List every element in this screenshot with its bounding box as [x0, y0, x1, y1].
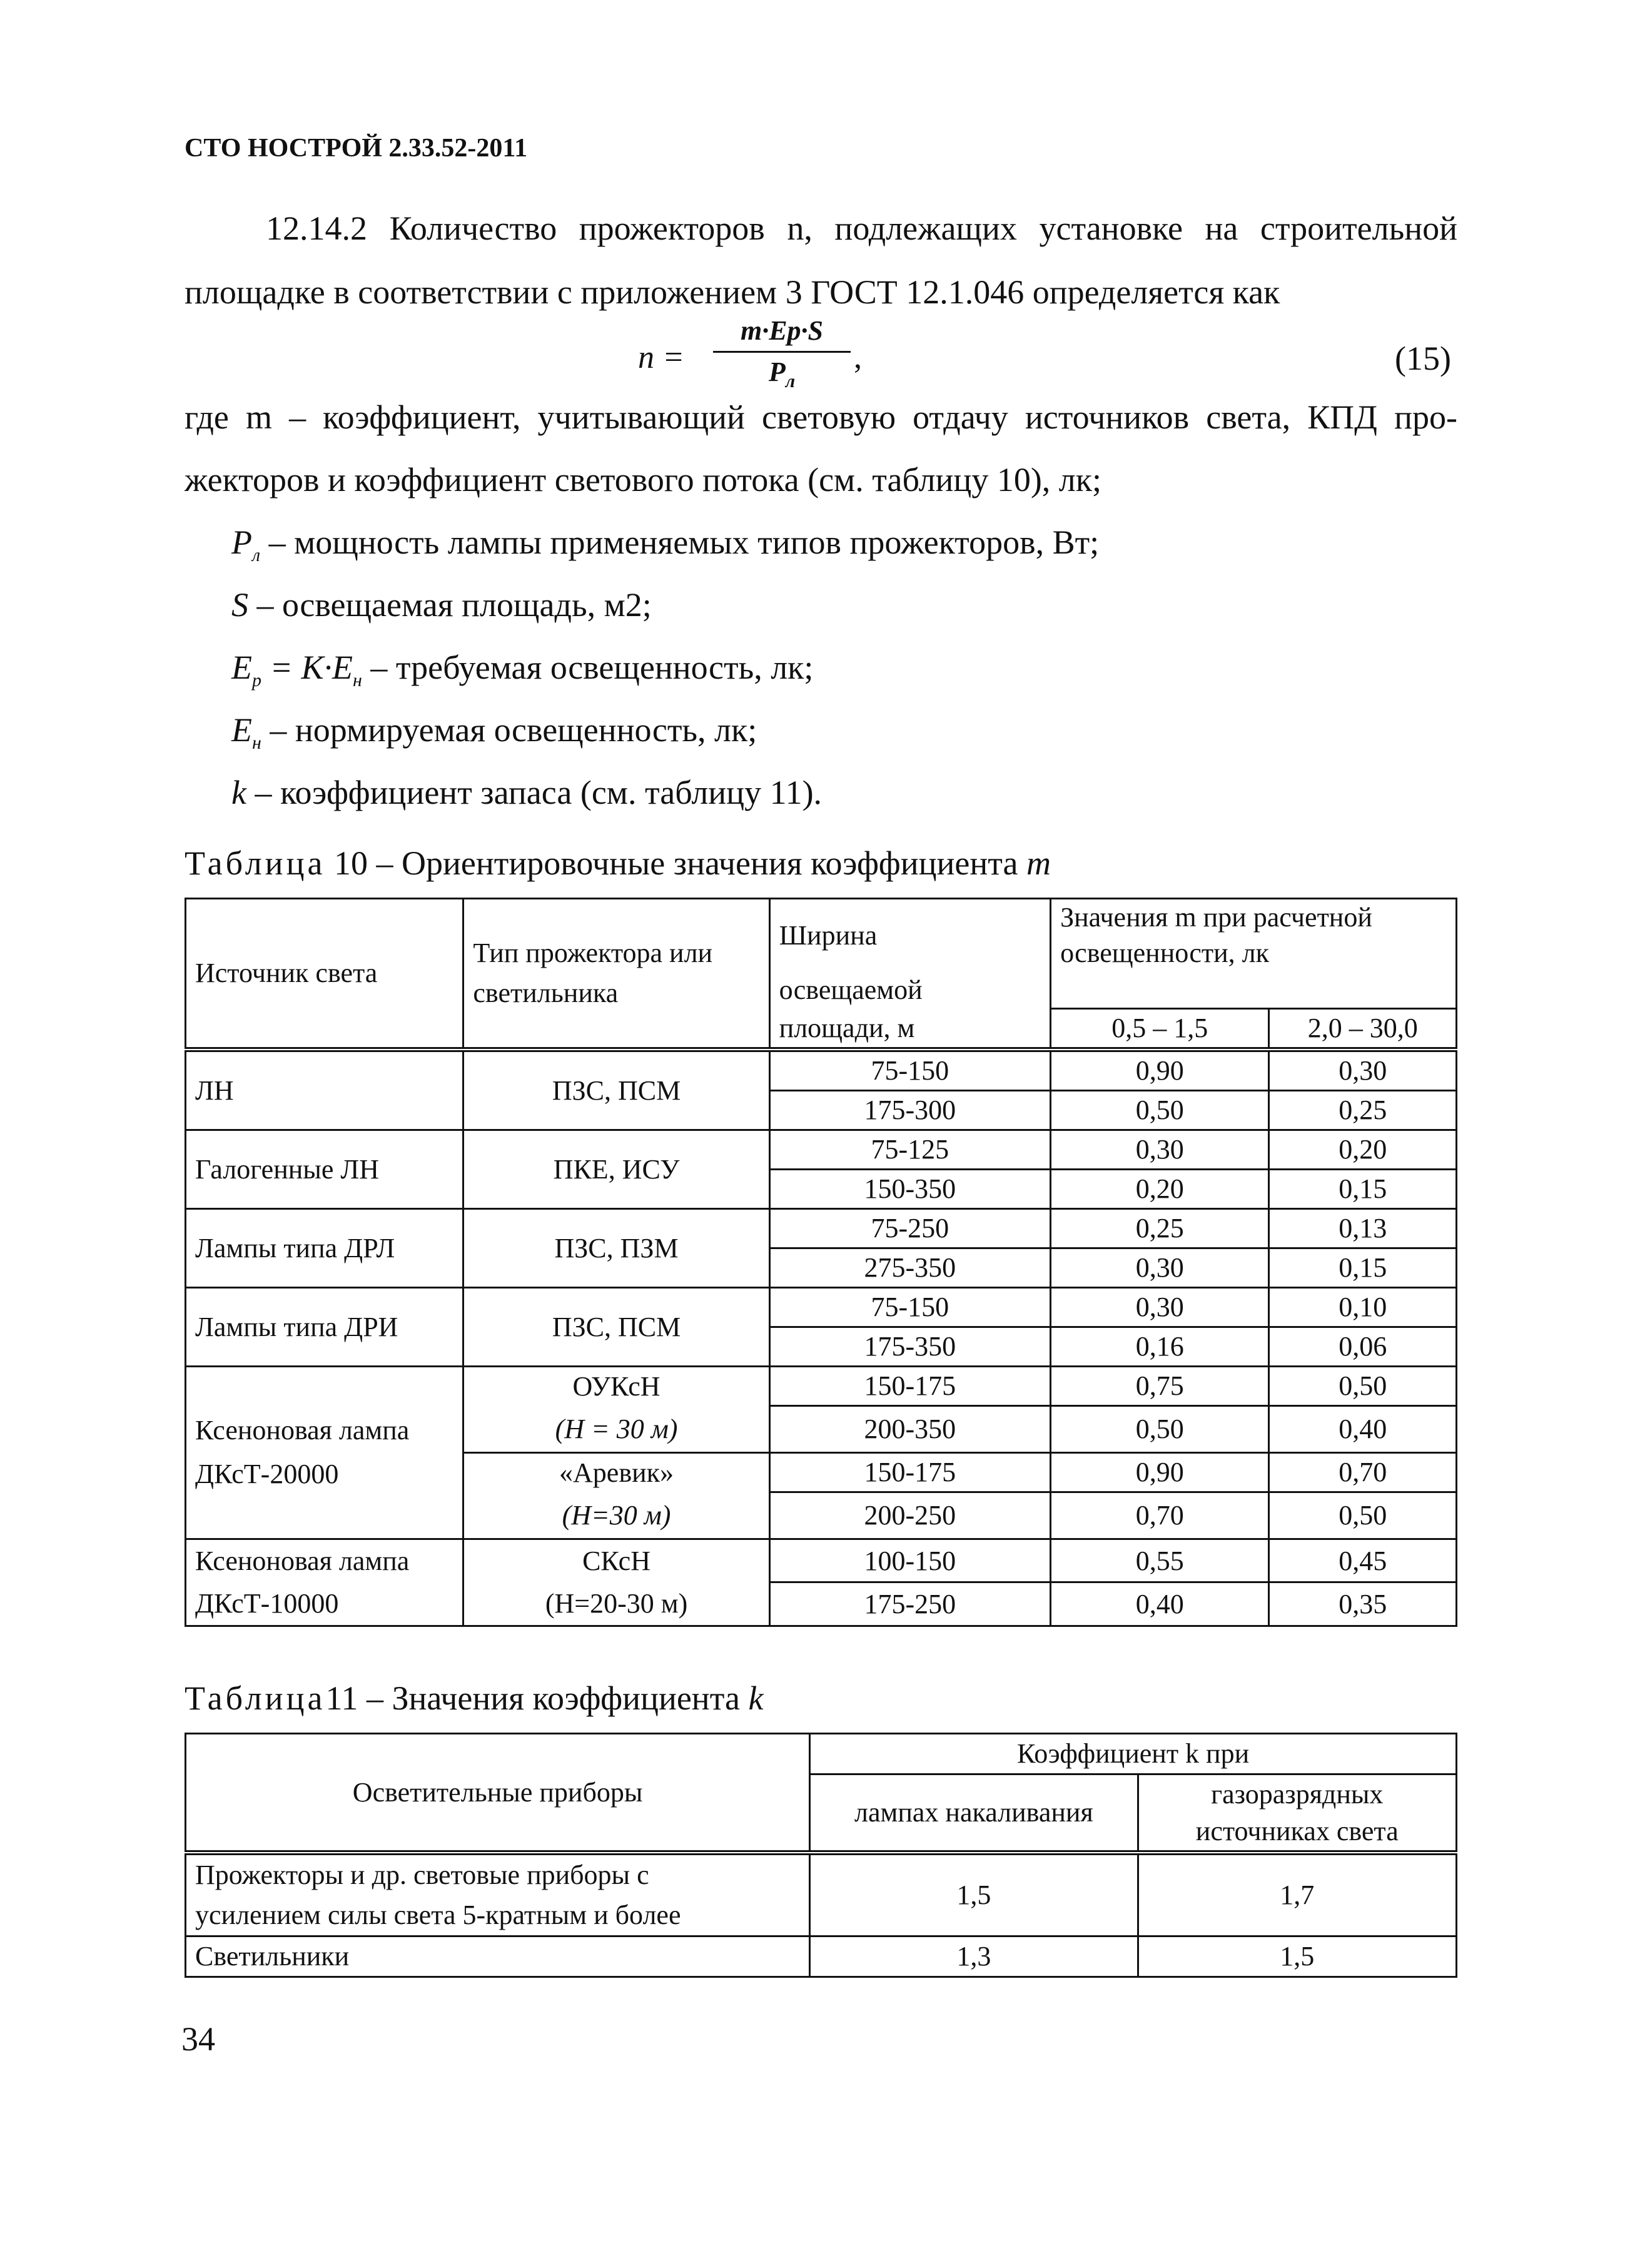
row-value1: 0,30	[1051, 1248, 1269, 1287]
row-value1: 0,90	[1051, 1452, 1269, 1492]
row-type: «Аревик»	[463, 1452, 769, 1492]
header-width: освещаемой	[769, 971, 1050, 1008]
row-source: Ксеноновая лампа	[186, 1539, 463, 1582]
paragraph-line: площадке в соответствии с приложением 3 ГОСТ 12.1.046 определяется как	[185, 273, 1280, 311]
table-11	[185, 1733, 1457, 1978]
row-source: Лампы типа ДРИ	[186, 1287, 463, 1366]
row-width: 75-125	[769, 1130, 1050, 1169]
row-width: 200-250	[769, 1492, 1050, 1539]
row-width: 100-150	[769, 1539, 1050, 1582]
row-value2: 0,70	[1269, 1452, 1457, 1492]
row-value1: 0,30	[1051, 1287, 1269, 1327]
header-col2: 2,0 – 30,0	[1269, 1008, 1457, 1050]
definition-area: S – освещаемая площадь, м2;	[231, 586, 652, 624]
row-type: СКсН	[463, 1539, 769, 1582]
table10-caption: Таблица 10 – Ориентировочные значения коэффициента m	[185, 844, 1051, 882]
formula-lhs: n =	[638, 340, 685, 375]
where-line: где m – коэффициент, учитывающий световую отдачу источников света, КПД про-	[185, 398, 1457, 436]
header-type: Тип прожектора или светильника	[463, 899, 769, 1050]
formula-comma: ,	[854, 340, 862, 375]
definition-required-illuminance: $E_р = K\cdot E_н$ – требуемая освещенность, лк;	[231, 649, 814, 691]
row-value1: 0,50	[1051, 1090, 1269, 1130]
header-col1: лампах накаливания	[810, 1774, 1138, 1853]
row-device: Светильники	[186, 1936, 810, 1977]
row-value1: 0,55	[1051, 1539, 1269, 1582]
row-type: ОУКсН	[463, 1366, 769, 1405]
formula-15	[638, 313, 1451, 400]
row-value1: 0,70	[1051, 1492, 1269, 1539]
header-values-spacer	[1051, 971, 1457, 1008]
equation-number: (15)	[1395, 340, 1451, 377]
row-device: Прожекторы и др. световые приборы с усилением силы света 5-кратным и более	[186, 1853, 810, 1936]
row-value2: 0,25	[1269, 1090, 1457, 1130]
table-10	[185, 898, 1457, 1627]
row-value2: 0,50	[1269, 1492, 1457, 1539]
row-value2: 0,40	[1269, 1405, 1457, 1452]
header-values: Значения m при расчетной освещенности, лк	[1051, 899, 1457, 971]
row-width: 175-300	[769, 1090, 1050, 1130]
row-value1: 0,75	[1051, 1366, 1269, 1405]
formula-numerator: m·Ep·S	[740, 315, 824, 346]
row-width: 200-350	[769, 1405, 1050, 1452]
row-value1: 0,40	[1051, 1582, 1269, 1626]
row-type-height: (H=30 м)	[463, 1492, 769, 1539]
row-value1: 0,90	[1051, 1050, 1269, 1091]
fraction-bar	[713, 351, 851, 353]
formula-denominator: $P_л$	[768, 357, 796, 392]
header-coef: Коэффициент k при	[810, 1734, 1457, 1774]
row-width: 150-175	[769, 1366, 1050, 1405]
row-type: ПЗС, ПСМ	[463, 1050, 769, 1130]
row-value2: 0,15	[1269, 1169, 1457, 1208]
header-width: площади, м	[769, 1008, 1050, 1050]
row-value1: 0,25	[1051, 1208, 1269, 1248]
row-value2: 1,5	[1138, 1936, 1456, 1977]
page-number: 34	[181, 2020, 215, 2058]
header-col1: 0,5 – 1,5	[1051, 1008, 1269, 1050]
row-type: ПЗС, ПСМ	[463, 1287, 769, 1366]
row-value1: 1,3	[810, 1936, 1138, 1977]
row-width: 150-350	[769, 1169, 1050, 1208]
definition-normalized-illuminance: $E_н$ – нормируемая освещенность, лк;	[231, 711, 757, 753]
row-source: ДКсТ-10000	[186, 1582, 463, 1626]
row-value1: 0,20	[1051, 1169, 1269, 1208]
document-header: СТО НОСТРОЙ 2.33.52-2011	[185, 134, 528, 163]
row-value2: 0,20	[1269, 1130, 1457, 1169]
row-value2: 0,45	[1269, 1539, 1457, 1582]
row-value2: 0,35	[1269, 1582, 1457, 1626]
paragraph-line: 12.14.2 Количество прожекторов n, подлежащих установке на строительной	[266, 210, 1457, 247]
row-value2: 1,7	[1138, 1853, 1456, 1936]
header-devices: Осветительные приборы	[186, 1734, 810, 1853]
header-width: Ширина	[769, 899, 1050, 971]
row-value2: 0,15	[1269, 1248, 1457, 1287]
row-width: 75-150	[769, 1050, 1050, 1091]
row-width: 150-175	[769, 1452, 1050, 1492]
row-type-height: (H = 30 м)	[463, 1405, 769, 1452]
formula-fraction	[713, 313, 851, 393]
row-width: 75-150	[769, 1287, 1050, 1327]
row-value1: 1,5	[810, 1853, 1138, 1936]
definition-reserve-coefficient: k – коэффициент запаса (см. таблицу 11).	[231, 774, 823, 811]
row-source: Лампы типа ДРЛ	[186, 1208, 463, 1287]
row-value1: 0,50	[1051, 1405, 1269, 1452]
row-width: 75-250	[769, 1208, 1050, 1248]
row-value1: 0,30	[1051, 1130, 1269, 1169]
row-type: (Н=20-30 м)	[463, 1582, 769, 1626]
header-col2: газоразрядных источниках света	[1138, 1774, 1456, 1853]
row-value2: 0,06	[1269, 1327, 1457, 1366]
row-type: ПЗС, ПЗМ	[463, 1208, 769, 1287]
row-type: ПКЕ, ИСУ	[463, 1130, 769, 1208]
where-line: жекторов и коэффициент светового потока (см. таблицу 10), лк;	[185, 461, 1101, 499]
header-source: Источник света	[186, 899, 463, 1050]
row-value2: 0,10	[1269, 1287, 1457, 1327]
row-source: Галогенные ЛН	[186, 1130, 463, 1208]
row-source-xenon20000: Ксеноновая лампа ДКсТ-20000	[186, 1366, 463, 1539]
row-width: 275-350	[769, 1248, 1050, 1287]
row-source: ЛН	[186, 1050, 463, 1130]
row-width: 175-350	[769, 1327, 1050, 1366]
row-width: 175-250	[769, 1582, 1050, 1626]
row-value2: 0,30	[1269, 1050, 1457, 1091]
row-value1: 0,16	[1051, 1327, 1269, 1366]
row-value2: 0,50	[1269, 1366, 1457, 1405]
row-value2: 0,13	[1269, 1208, 1457, 1248]
definition-power: $P_л$ – мощность лампы применяемых типов прожекторов, Вт;	[231, 524, 1100, 565]
table11-caption: Таблица11 – Значения коэффициента k	[185, 1679, 764, 1717]
